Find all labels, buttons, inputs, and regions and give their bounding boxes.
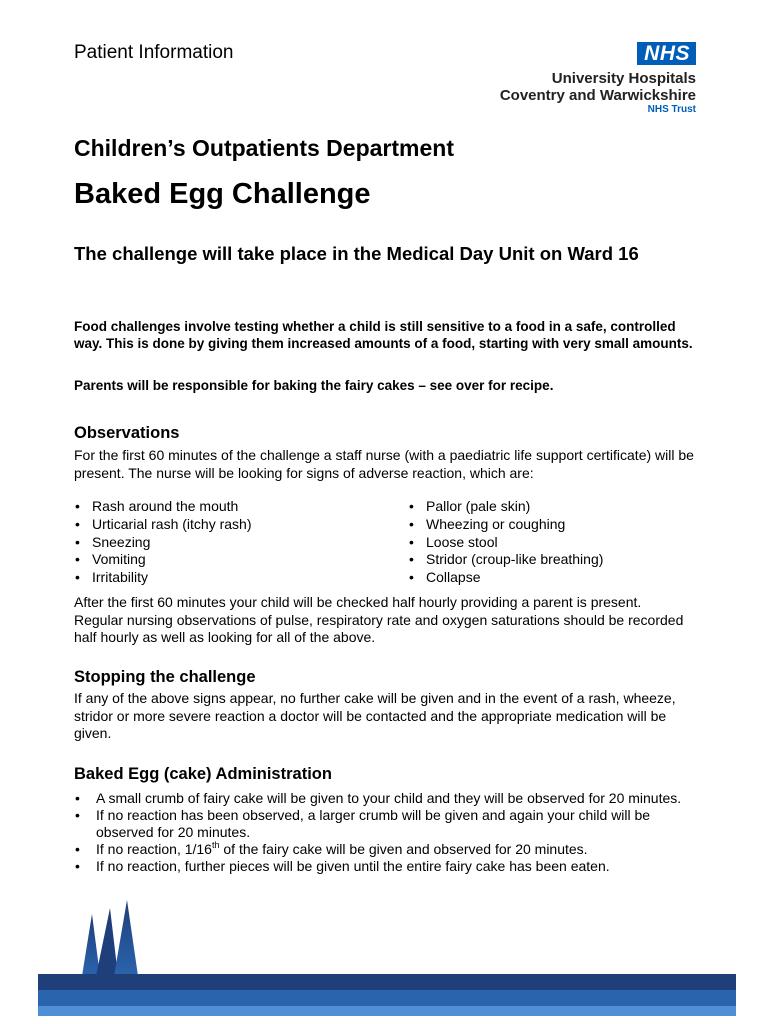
list-item bbox=[74, 841, 699, 858]
footer-band-light bbox=[38, 1006, 736, 1016]
observations-heading: Observations bbox=[74, 424, 180, 442]
location-subtitle: The challenge will take place in the Medical Day Unit on Ward 16 bbox=[74, 243, 639, 264]
logo-trust: NHS Trust bbox=[647, 104, 696, 115]
list-item: • If no reaction has been observed, a larger crumb will be given and again your child will be observed for 20 minutes. bbox=[74, 807, 699, 841]
footer-band-mid bbox=[38, 990, 736, 1006]
item-text: If no reaction, 1/16 bbox=[96, 841, 212, 857]
intro-paragraph: Food challenges involve testing whether a child is still sensitive to a food in a safe, controlled way. This is done by giving them increased amounts of a food, starting with very small amounts. bbox=[74, 319, 693, 351]
stopping-heading: Stopping the challenge bbox=[74, 668, 256, 686]
list-item: • Stridor (croup-like breathing) bbox=[408, 551, 708, 569]
logo-org-line1: University Hospitals bbox=[551, 70, 696, 87]
item-text: of the fairy cake will be given and observed for 20 minutes. bbox=[219, 841, 588, 857]
list-item: • A small crumb of fairy cake will be given to your child and they will be observed for 20 minutes. bbox=[74, 790, 699, 807]
nhs-trust-logo bbox=[476, 42, 696, 116]
spire-shape bbox=[96, 908, 118, 976]
list-item: • If no reaction, further pieces will be given until the entire fairy cake has been eaten. bbox=[74, 858, 699, 875]
nhs-badge: NHS bbox=[637, 42, 696, 65]
list-item: • Vomiting bbox=[74, 551, 374, 569]
signs-list-left bbox=[74, 498, 374, 587]
stopping-text: If any of the above signs appear, no further cake will be given and in the event of a rash, wheeze, stridor or more severe reaction a doctor will be contacted and the appropriate medication will be given. bbox=[74, 690, 676, 741]
spire-shape bbox=[114, 900, 138, 976]
list-item: • Loose stool bbox=[408, 534, 708, 552]
page-title: Baked Egg Challenge bbox=[74, 178, 371, 210]
logo-org-line2: Coventry and Warwickshire bbox=[499, 87, 696, 104]
administration-heading: Baked Egg (cake) Administration bbox=[74, 765, 332, 783]
ordinal-suffix: th bbox=[211, 840, 220, 850]
document-label: Patient Information bbox=[74, 42, 234, 63]
after-observations-text: After the first 60 minutes your child will be checked half hourly providing a parent is present. Regular nursing observations of pulse, respiratory rate and oxygen saturations should be recorded half hourly as well as looking for all of the above. bbox=[74, 594, 684, 645]
list-item: • Collapse bbox=[408, 569, 708, 587]
list-item: • Wheezing or coughing bbox=[408, 516, 708, 534]
signs-list-right bbox=[408, 498, 708, 587]
list-item: • Urticarial rash (itchy rash) bbox=[74, 516, 374, 534]
list-item: • Irritability bbox=[74, 569, 374, 587]
department-heading: Children’s Outpatients Department bbox=[74, 135, 454, 161]
list-item: • Pallor (pale skin) bbox=[408, 498, 708, 516]
spire-shape bbox=[82, 914, 100, 976]
footer-band-dark bbox=[38, 974, 736, 990]
list-item: • Rash around the mouth bbox=[74, 498, 374, 516]
list-item: • Sneezing bbox=[74, 534, 374, 552]
footer-spires-graphic bbox=[0, 896, 768, 1024]
observations-text: For the first 60 minutes of the challenge a staff nurse (with a paediatric life support certificate) will be present. The nurse will be looking for signs of adverse reaction, which are: bbox=[74, 447, 694, 481]
administration-list bbox=[74, 790, 699, 875]
parents-note: Parents will be responsible for baking the fairy cakes – see over for recipe. bbox=[74, 378, 554, 393]
